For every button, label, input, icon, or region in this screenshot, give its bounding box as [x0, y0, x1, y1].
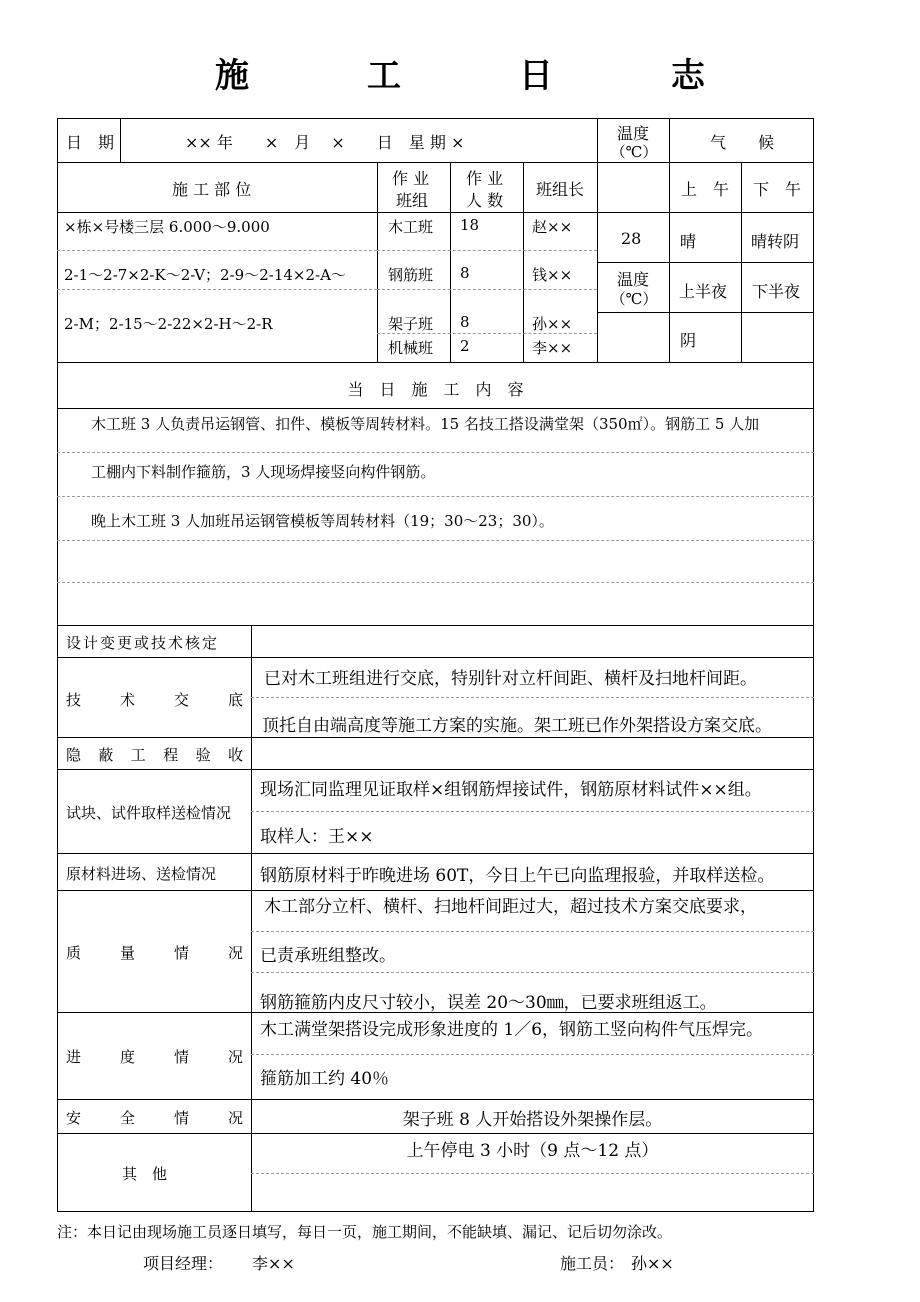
- rule: [57, 853, 814, 854]
- crew-count: 8: [460, 264, 470, 282]
- dashed-rule: [251, 1054, 814, 1055]
- day-temp: 28: [621, 229, 642, 248]
- first-half-night-label: 上半夜: [679, 282, 728, 301]
- afternoon-weather: 晴转阴: [751, 232, 800, 251]
- content-line: 工棚内下料制作箍筋，3 人现场焊接竖向构件钢筋。: [91, 463, 436, 481]
- tech-briefing-label: 技术交底: [66, 691, 243, 709]
- rule: [57, 1099, 814, 1100]
- night-temp-label: 温度: [617, 270, 650, 289]
- rule: [120, 118, 121, 162]
- dashed-rule: [57, 289, 377, 290]
- rule: [57, 657, 814, 658]
- rule: [57, 408, 814, 409]
- rule: [813, 118, 814, 1211]
- first-half-night-weather: 阴: [680, 331, 697, 350]
- dashed-rule: [57, 496, 814, 497]
- crew-leader: 钱××: [532, 266, 573, 284]
- rule: [57, 212, 814, 213]
- date-value: ×× 年 × 月 × 日 星 期 ×: [185, 133, 465, 152]
- other-line: 上午停电 3 小时（9 点～12 点）: [406, 1141, 659, 1161]
- safety-label: 安全情况: [66, 1109, 243, 1127]
- crew-count: 2: [460, 337, 470, 355]
- rule: [57, 118, 814, 119]
- location-line: 2-1～2-7×2-K～2-V；2-9～2-14×2-A～: [64, 266, 346, 284]
- leader-label: 班组长: [536, 180, 585, 199]
- morning-weather: 晴: [680, 232, 697, 251]
- date-label: 日 期: [66, 133, 115, 152]
- dashed-rule: [251, 972, 814, 973]
- hidden-inspection-label: 隐蔽工程验收: [66, 746, 243, 764]
- tech-briefing-line: 已对木工班组进行交底，特别针对立杆间距、横杆及扫地杆间距。: [264, 669, 757, 689]
- manager-label: 项目经理：: [143, 1254, 224, 1273]
- rule: [57, 1133, 814, 1134]
- sampling-line: 取样人：王××: [260, 827, 374, 847]
- crew-team: 钢筋班: [388, 266, 434, 284]
- other-label: 其 他: [122, 1165, 168, 1183]
- sampling-label: 试块、试件取样送检情况: [66, 804, 232, 822]
- sampling-line: 现场汇同监理见证取样×组钢筋焊接试件，钢筋原材料试件××组。: [260, 780, 762, 800]
- quality-label: 质量情况: [66, 944, 243, 962]
- rule: [57, 362, 814, 363]
- dashed-rule: [251, 931, 814, 932]
- crew-leader: 李××: [532, 339, 573, 357]
- manager-name: 李××: [252, 1254, 295, 1273]
- location-label: 施 工 部 位: [172, 180, 252, 199]
- quality-line: 已责承班组整改。: [260, 946, 396, 966]
- temp-label: 温度: [617, 124, 650, 143]
- rule: [523, 162, 524, 362]
- rule: [57, 737, 814, 738]
- night-temp-unit: （℃）: [610, 290, 658, 308]
- progress-line: 木工满堂架搭设完成形象进度的 1／6，钢筋工竖向构件气压焊完。: [260, 1020, 764, 1040]
- rule: [57, 1211, 814, 1212]
- clerk-label: 施工员：: [560, 1254, 625, 1273]
- clerk-name: 孙××: [631, 1254, 674, 1273]
- crew-count: 18: [460, 216, 480, 234]
- rule: [57, 769, 814, 770]
- morning-label: 上 午: [681, 180, 730, 199]
- content-line: 晚上木工班 3 人加班吊运钢管模板等周转材料（19；30～23；30）。: [91, 512, 554, 530]
- rule: [597, 118, 598, 362]
- page-title: 施 工 日 志: [215, 56, 747, 96]
- temp-unit: （℃）: [610, 143, 658, 161]
- team-label: 作 业: [392, 169, 430, 188]
- climate-label: 气 候: [710, 133, 775, 152]
- dashed-rule: [251, 811, 814, 812]
- rule: [597, 262, 814, 263]
- dashed-rule: [57, 540, 814, 541]
- crew-team: 木工班: [388, 218, 434, 236]
- dashed-rule: [57, 452, 814, 453]
- rule: [57, 162, 669, 163]
- dashed-rule: [57, 250, 377, 251]
- afternoon-label: 下 午: [753, 180, 802, 199]
- design-change-label: 设计变更或技术核定: [66, 634, 220, 652]
- dashed-rule: [377, 250, 597, 251]
- rule: [741, 162, 742, 362]
- crew-team: 架子班: [388, 315, 434, 333]
- count-label: 作 业: [466, 169, 504, 188]
- rule: [57, 890, 814, 891]
- progress-line: 箍筋加工约 40％: [260, 1069, 390, 1089]
- content-header: 当 日 施 工 内 容: [347, 380, 524, 399]
- crew-count: 8: [460, 313, 470, 331]
- materials-label: 原材料进场、送检情况: [66, 865, 217, 883]
- crew-leader: 孙××: [532, 315, 573, 333]
- dashed-rule: [251, 1173, 814, 1174]
- location-line: ×栋×号楼三层 6.000～9.000: [64, 218, 270, 236]
- team-label: 班组: [396, 191, 429, 210]
- tech-briefing-line: 顶托自由端高度等施工方案的实施。架工班已作外架搭设方案交底。: [262, 716, 772, 736]
- rule: [377, 162, 378, 362]
- location-line: 2-M；2-15～2-22×2-H～2-R: [64, 315, 273, 333]
- dashed-rule: [57, 582, 814, 583]
- dashed-rule: [377, 289, 597, 290]
- dashed-rule: [251, 697, 814, 698]
- safety-line: 架子班 8 人开始搭设外架操作层。: [402, 1110, 663, 1130]
- rule: [57, 625, 814, 626]
- crew-team: 机械班: [388, 339, 434, 357]
- quality-line: 木工部分立杆、横杆、扫地杆间距过大，超过技术方案交底要求，: [264, 897, 757, 917]
- rule: [669, 118, 670, 362]
- rule: [597, 312, 814, 313]
- count-label: 人 数: [466, 191, 504, 210]
- progress-label: 进度情况: [66, 1048, 243, 1066]
- rule: [450, 162, 451, 362]
- crew-leader: 赵××: [532, 218, 573, 236]
- materials-line: 钢筋原材料于昨晚进场 60T，今日上午已向监理报验，并取样送检。: [260, 866, 775, 886]
- footer-note: 注：本日记由现场施工员逐日填写，每日一页，施工期间，不能缺填、漏记、记后切勿涂改。: [57, 1223, 673, 1241]
- rule: [57, 118, 58, 1211]
- content-line: 木工班 3 人负责吊运钢管、扣件、模板等周转材料。15 名技工搭设满堂架（350㎡）。钢筋工 5 人加: [91, 415, 760, 433]
- second-half-night-label: 下半夜: [752, 282, 801, 301]
- quality-line: 钢筋箍筋内皮尺寸较小，误差 20～30㎜，已要求班组返工。: [260, 993, 717, 1013]
